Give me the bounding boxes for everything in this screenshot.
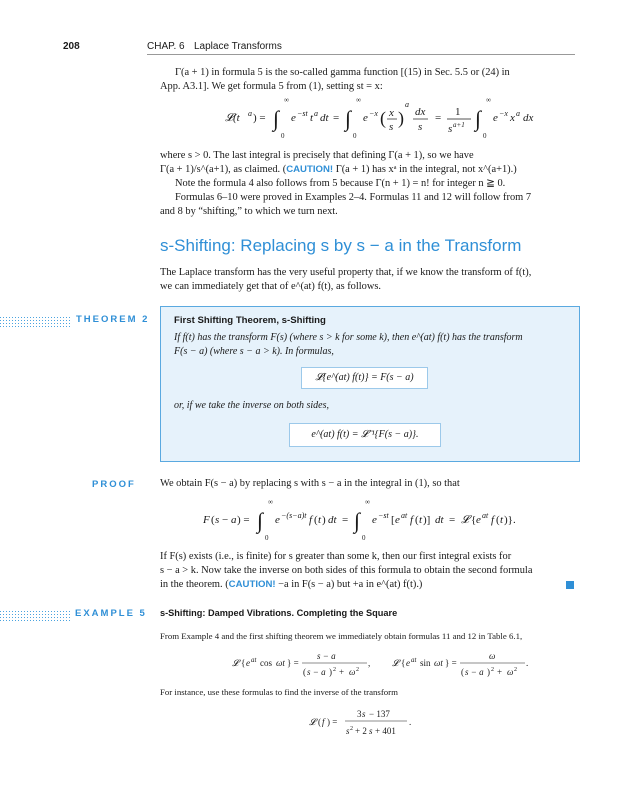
svg-text:ω: ω: [507, 667, 514, 677]
svg-text:2: 2: [333, 667, 336, 673]
svg-text:e: e: [493, 112, 498, 124]
svg-text:)}.: )}.: [504, 514, 516, 526]
svg-text:2: 2: [350, 726, 353, 732]
svg-text:t: t: [318, 514, 322, 526]
svg-text:at: at: [482, 511, 489, 520]
svg-text:2: 2: [514, 667, 517, 673]
svg-text:sin: sin: [420, 658, 431, 668]
svg-text:dt: dt: [328, 514, 337, 526]
svg-text:e: e: [246, 658, 250, 668]
section-title: s-Shifting: Replacing s by s − a in the Transform: [160, 236, 522, 255]
svg-text:f: f: [322, 717, 325, 727]
svg-text:e: e: [291, 112, 296, 124]
svg-text:e: e: [476, 514, 481, 526]
svg-text:0: 0: [353, 132, 357, 140]
theorem-eq-2: e^(at) f(t) = 𝓛⁻¹{F(s − a)}.: [311, 429, 419, 440]
svg-text:f: f: [410, 514, 414, 526]
svg-text:s: s: [418, 121, 423, 133]
svg-text:∫: ∫: [345, 106, 352, 131]
svg-text:at: at: [401, 511, 408, 520]
theorem-label: THEOREM 2: [76, 314, 150, 325]
svg-text:dx: dx: [415, 106, 426, 118]
svg-text:f: f: [309, 514, 313, 526]
svg-text:−x: −x: [499, 109, 508, 118]
svg-text:.: .: [409, 717, 412, 727]
svg-text:∫: ∫: [475, 106, 482, 131]
svg-text:t: t: [500, 514, 504, 526]
svg-text:ωt: ωt: [434, 658, 443, 668]
svg-text:): ): [329, 667, 332, 677]
svg-text:} =: } =: [287, 658, 299, 668]
svg-text:a: a: [314, 109, 318, 118]
svg-text:(: (: [461, 667, 464, 677]
svg-text:=: =: [435, 112, 442, 124]
theorem-eq-1: 𝓛{e^(at) f(t)} = F(s − a): [315, 372, 414, 383]
header-rule: [147, 54, 575, 55]
example-formula: [232, 646, 532, 682]
theorem-eq-2-box: [289, 423, 441, 447]
svg-text:e: e: [372, 514, 377, 526]
svg-text:at: at: [251, 656, 257, 664]
chapter-label: CHAP. 6: [147, 41, 185, 52]
svg-text:) =: ) =: [237, 514, 250, 526]
proof-caution-label: CAUTION!: [228, 579, 276, 590]
svg-text:a: a: [231, 514, 237, 526]
svg-text:∞: ∞: [284, 96, 289, 104]
svg-text:{: {: [471, 514, 477, 526]
svg-text:t: t: [419, 514, 423, 526]
svg-text:3: 3: [357, 709, 362, 719]
svg-text:s: s: [389, 121, 394, 133]
svg-text:∞: ∞: [365, 498, 370, 506]
svg-text:): ): [398, 108, 404, 128]
svg-text:−st: −st: [378, 511, 389, 520]
svg-text:𝓛(t: 𝓛(t: [225, 112, 240, 124]
svg-text:a+1: a+1: [453, 121, 465, 129]
svg-text:0: 0: [265, 534, 269, 542]
svg-text:) =: ) =: [253, 112, 266, 124]
page-number: 208: [63, 41, 80, 52]
svg-text:s − a: s − a: [307, 667, 326, 677]
svg-text:a: a: [248, 109, 252, 118]
svg-text:[: [: [391, 514, 395, 526]
svg-text:0: 0: [281, 132, 285, 140]
end-of-proof-square: [566, 581, 574, 589]
proof-label: PROOF: [92, 479, 136, 490]
svg-text:+ 2: + 2: [355, 726, 367, 736]
svg-text:−(s−a)t: −(s−a)t: [281, 511, 307, 520]
intro-line-7: and 8 by “shifting,” to which we turn next.: [160, 206, 338, 217]
svg-text:𝓛: 𝓛: [309, 717, 316, 727]
svg-text:e: e: [406, 658, 410, 668]
svg-text:s: s: [448, 123, 453, 135]
proof-line-1: We obtain F(s − a) by replacing s with s − a in the integral in (1), so that: [160, 478, 460, 489]
example-line-1: From Example 4 and the first shifting theorem we immediately obtain formulas 11 and 12 in Table 6.1,: [160, 631, 523, 641]
theorem-line-1: If f(t) has the transform F(s) (where s > k for some k), then e^(at) f(t) has the transform: [174, 332, 523, 343]
svg-text:} =: } =: [445, 658, 457, 668]
proof-line-3: s − a > k. Now take the inverse on both sides of this formula to obtain the second formula: [160, 565, 533, 576]
intro-line-1: Γ(a + 1) in formula 5 is the so-called gamma function [(15) in Sec. 5.5 or (24) in: [175, 67, 510, 78]
intro-line-4a: Γ(a + 1)/s^(a+1), as claimed. (: [160, 164, 287, 175]
chapter-title: Laplace Transforms: [194, 41, 282, 52]
svg-text:−st: −st: [297, 109, 308, 118]
intro-line-6: Formulas 6–10 were proved in Examples 2–4. Formulas 11 and 12 will follow from 7: [175, 192, 532, 203]
svg-text:,: ,: [368, 658, 371, 668]
intro-line-3: where s > 0. The last integral is precisely that defining Γ(a + 1), so we have: [160, 150, 474, 161]
svg-text:(: (: [211, 514, 215, 526]
section-line-1: The Laplace transform has the very useful property that, if we know the transform of f(t),: [160, 267, 532, 278]
example-title: s-Shifting: Damped Vibrations. Completing the Square: [160, 608, 398, 618]
svg-text:s − a: s − a: [465, 667, 484, 677]
intro-line-2: App. A3.1]. We get formula 5 from (1), setting st = x:: [160, 81, 383, 92]
svg-text:=: =: [449, 514, 456, 526]
theorem-line-3: or, if we take the inverse on both sides,: [174, 400, 329, 411]
svg-text:e: e: [275, 514, 280, 526]
svg-text:s: s: [369, 726, 373, 736]
svg-text:ω: ω: [489, 651, 496, 661]
section-line-2: we can immediately get that of e^(at) f(t), as follows.: [160, 281, 381, 292]
svg-text:a: a: [516, 109, 520, 118]
svg-text:=: =: [333, 112, 340, 124]
proof-line-2: If F(s) exists (i.e., is finite) for s greater than some k, then our first integral exists for: [160, 551, 512, 562]
svg-text:2: 2: [356, 667, 359, 673]
svg-text:.: .: [526, 658, 529, 668]
svg-text:∫: ∫: [354, 508, 361, 533]
svg-text:f: f: [491, 514, 495, 526]
svg-text:0: 0: [483, 132, 487, 140]
svg-text:=: =: [342, 514, 349, 526]
caution-label: CAUTION!: [286, 164, 334, 175]
svg-text:x: x: [389, 107, 394, 119]
svg-text:(: (: [415, 514, 419, 526]
svg-text:(: (: [303, 667, 306, 677]
svg-text:𝓛: 𝓛: [392, 658, 399, 668]
svg-text:ω: ω: [349, 667, 356, 677]
svg-text:(: (: [318, 717, 321, 727]
svg-text:1: 1: [455, 106, 461, 118]
svg-text:cos: cos: [260, 658, 272, 668]
svg-text:e: e: [395, 514, 400, 526]
svg-text:): ): [487, 667, 490, 677]
svg-text:(: (: [314, 514, 318, 526]
svg-text:F: F: [203, 514, 210, 526]
theorem-rule: [0, 317, 72, 327]
svg-text:+ 401: + 401: [375, 726, 396, 736]
svg-text:∞: ∞: [486, 96, 491, 104]
svg-text:+: +: [497, 667, 503, 677]
svg-text:(: (: [380, 108, 386, 128]
example-line-2: For instance, use these formulas to find the inverse of the transform: [160, 687, 398, 697]
proof-formula: [203, 494, 583, 544]
svg-text:s − a: s − a: [317, 651, 336, 661]
theorem-box: [160, 306, 580, 462]
svg-text:s: s: [362, 709, 366, 719]
svg-text:∞: ∞: [356, 96, 361, 104]
svg-text:dt: dt: [320, 112, 329, 124]
intro-line-4b: Γ(a + 1) has xᵃ in the integral, not x^(a+1).): [333, 164, 517, 175]
svg-text:): ): [322, 514, 326, 526]
svg-text:ωt: ωt: [276, 658, 285, 668]
svg-text:) =: ) =: [327, 717, 338, 727]
example-rule: [0, 611, 72, 621]
svg-text:{: {: [241, 658, 246, 668]
svg-text:− 137: − 137: [369, 709, 390, 719]
svg-text:a: a: [405, 100, 409, 109]
svg-text:t: t: [310, 112, 314, 124]
svg-text:dx: dx: [523, 112, 534, 124]
svg-text:dt: dt: [435, 514, 444, 526]
proof-line-4b: −a in F(s − a) but +a in e^(at) f(t).): [275, 579, 423, 590]
svg-text:at: at: [411, 656, 417, 664]
svg-text:0: 0: [362, 534, 366, 542]
svg-text:)]: )]: [423, 514, 431, 526]
proof-line-4a: in the theorem. (: [160, 579, 229, 590]
svg-text:s: s: [346, 726, 350, 736]
intro-line-5: Note the formula 4 also follows from 5 because Γ(n + 1) = n! for integer n ≧ 0.: [175, 178, 506, 189]
theorem-title: First Shifting Theorem, s-Shifting: [174, 315, 326, 326]
svg-text:𝓛: 𝓛: [461, 514, 469, 526]
svg-text:∫: ∫: [257, 508, 264, 533]
svg-text:+: +: [339, 667, 345, 677]
proof-line-4: [160, 578, 422, 593]
svg-text:−x: −x: [369, 109, 378, 118]
theorem-eq-1-box: [301, 367, 428, 389]
example-label: EXAMPLE 5: [75, 608, 147, 619]
example-formula-2: [309, 704, 439, 740]
svg-text:x: x: [510, 112, 515, 124]
svg-text:∫: ∫: [273, 106, 280, 131]
svg-text:∞: ∞: [268, 498, 273, 506]
svg-text:𝓛: 𝓛: [232, 658, 239, 668]
gamma-formula: [225, 92, 585, 142]
svg-text:{: {: [401, 658, 406, 668]
svg-text:−: −: [222, 514, 229, 526]
svg-text:2: 2: [491, 667, 494, 673]
theorem-line-2: F(s − a) (where s − a > k). In formulas,: [174, 346, 334, 357]
svg-text:e: e: [363, 112, 368, 124]
intro-line-4: [160, 163, 517, 178]
svg-text:(: (: [496, 514, 500, 526]
svg-text:s: s: [215, 514, 220, 526]
